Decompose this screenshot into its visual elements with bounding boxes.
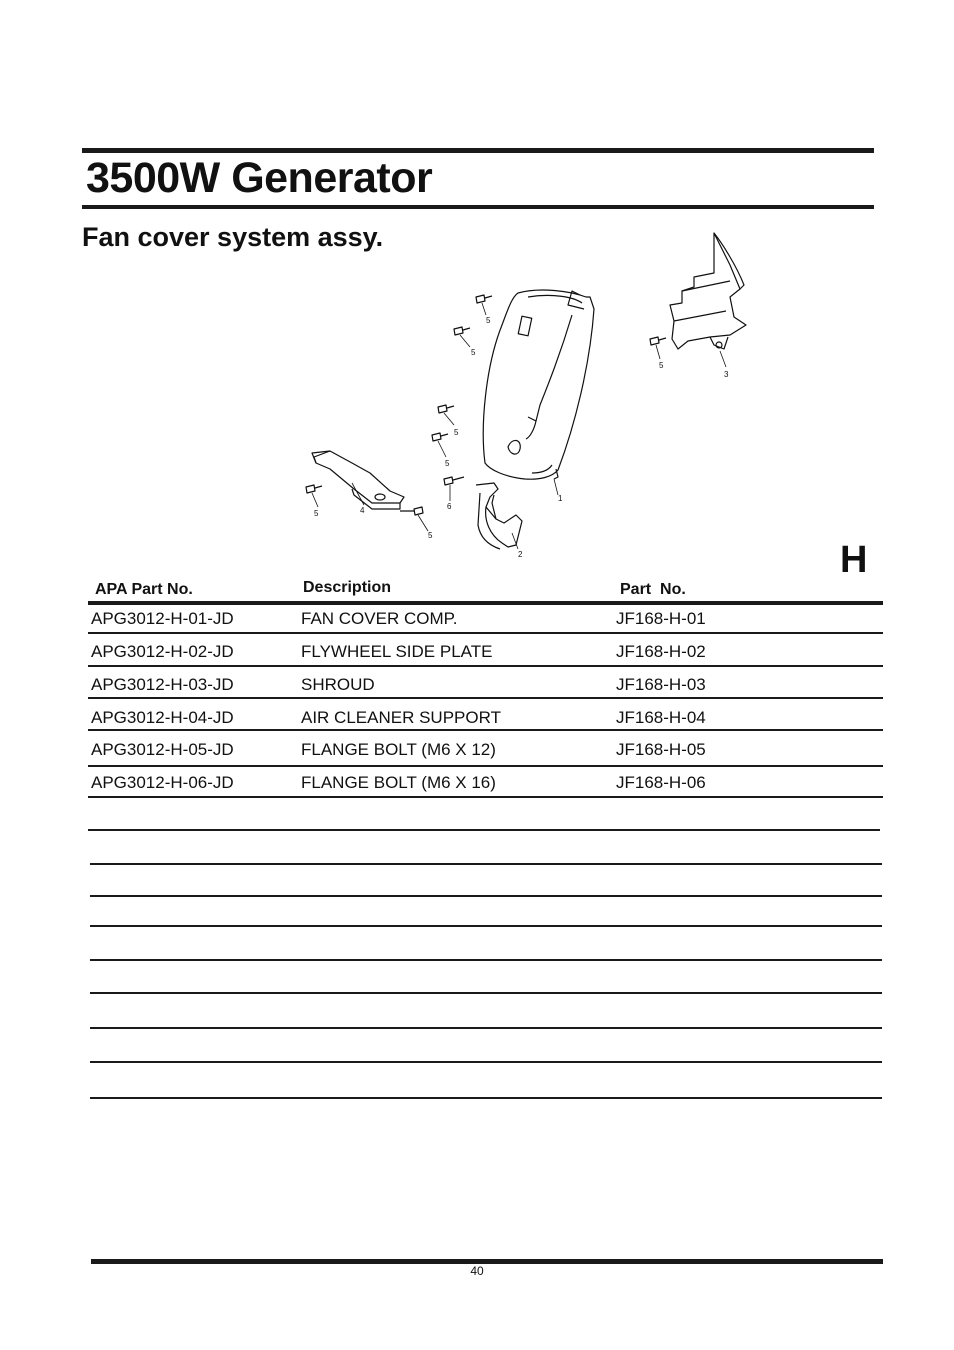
table-row-1-part: JF168-H-01 bbox=[616, 609, 706, 628]
table-row-3-desc: SHROUD bbox=[301, 675, 375, 694]
header-description: Description bbox=[303, 579, 392, 596]
fan-cover-drawing bbox=[483, 290, 594, 479]
leader-lines bbox=[312, 303, 726, 549]
callout-6: 6 bbox=[447, 502, 452, 511]
callout-5: 5 bbox=[486, 316, 491, 325]
empty-row-divider bbox=[90, 959, 882, 961]
table-row-4-apa: APG3012-H-04-JD bbox=[91, 708, 234, 727]
callout-5: 5 bbox=[659, 361, 664, 370]
table-row-5-apa: APG3012-H-05-JD bbox=[91, 740, 234, 759]
callout-1: 1 bbox=[558, 494, 563, 503]
table-row-5-part: JF168-H-05 bbox=[616, 740, 706, 759]
row-divider bbox=[88, 729, 883, 731]
empty-row-divider bbox=[90, 1027, 882, 1029]
bolt-drawings bbox=[306, 295, 666, 515]
header-apa-part-no: APA Part No. bbox=[95, 581, 193, 598]
row-divider bbox=[88, 665, 883, 667]
callout-4: 4 bbox=[360, 506, 365, 515]
empty-row-divider bbox=[90, 895, 882, 897]
callout-5: 5 bbox=[471, 348, 476, 357]
callout-5: 5 bbox=[428, 531, 433, 540]
header-part-no: Part No. bbox=[620, 581, 686, 598]
empty-row-divider bbox=[90, 1061, 882, 1063]
callout-2: 2 bbox=[518, 550, 523, 559]
table-row-4-part: JF168-H-04 bbox=[616, 708, 706, 727]
table-row-2-apa: APG3012-H-02-JD bbox=[91, 642, 234, 661]
empty-row-divider bbox=[90, 992, 882, 994]
table-row-2-desc: FLYWHEEL SIDE PLATE bbox=[301, 642, 493, 661]
callout-5: 5 bbox=[314, 509, 319, 518]
empty-row-divider bbox=[90, 863, 882, 865]
row-divider bbox=[88, 632, 883, 634]
table-row-3-apa: APG3012-H-03-JD bbox=[91, 675, 234, 694]
table-row-3-part: JF168-H-03 bbox=[616, 675, 706, 694]
empty-row-divider bbox=[90, 925, 882, 927]
page-number: 40 bbox=[470, 1264, 484, 1278]
row-divider bbox=[88, 765, 883, 767]
page-title: 3500W Generator bbox=[86, 154, 433, 202]
table-row-5-desc: FLANGE BOLT (M6 X 12) bbox=[301, 740, 496, 759]
table-row-2-part: JF168-H-02 bbox=[616, 642, 706, 661]
section-letter: H bbox=[840, 539, 868, 581]
table-row-6-part: JF168-H-06 bbox=[616, 773, 706, 792]
empty-row-divider bbox=[88, 829, 880, 831]
table-header-rule bbox=[88, 601, 883, 605]
air-cleaner-support-drawing bbox=[312, 451, 404, 509]
exploded-parts-diagram bbox=[290, 225, 770, 570]
empty-row-divider bbox=[90, 1097, 882, 1099]
section-subtitle: Fan cover system assy. bbox=[82, 222, 384, 252]
flywheel-side-plate-drawing bbox=[476, 483, 522, 549]
row-divider bbox=[88, 697, 883, 699]
callout-5: 5 bbox=[454, 428, 459, 437]
table-row-6-apa: APG3012-H-06-JD bbox=[91, 773, 234, 792]
shroud-drawing bbox=[670, 233, 746, 349]
row-divider bbox=[88, 796, 883, 798]
table-row-1-apa: APG3012-H-01-JD bbox=[91, 609, 234, 628]
table-row-6-desc: FLANGE BOLT (M6 X 16) bbox=[301, 773, 496, 792]
table-row-4-desc: AIR CLEANER SUPPORT bbox=[301, 708, 501, 727]
callout-3: 3 bbox=[724, 370, 729, 379]
title-bottom-rule bbox=[82, 205, 874, 209]
table-row-1-desc: FAN COVER COMP. bbox=[301, 609, 458, 628]
callout-5: 5 bbox=[445, 459, 450, 468]
